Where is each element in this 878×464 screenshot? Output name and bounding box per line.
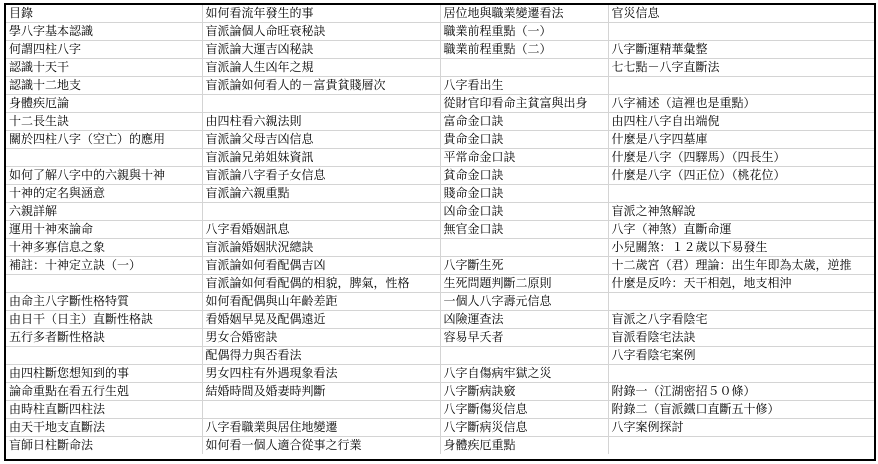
table-cell[interactable]: 八字斷運精華彙整 bbox=[608, 41, 874, 59]
table-cell[interactable]: 五行多者斷性格訣 bbox=[6, 329, 202, 347]
table-cell[interactable]: 八字補述（這裡也是重點） bbox=[608, 95, 874, 113]
table-cell[interactable]: 身體疾厄論 bbox=[6, 95, 202, 113]
table-row bbox=[6, 23, 874, 41]
table-cell[interactable]: 小兒關煞：１２歲以下易發生 bbox=[608, 239, 874, 257]
table-row bbox=[6, 293, 874, 311]
table-row bbox=[6, 95, 874, 113]
table-cell[interactable]: 如何了解八字中的六親與十神 bbox=[6, 167, 202, 185]
table-row bbox=[6, 383, 874, 401]
table-cell[interactable] bbox=[608, 437, 874, 455]
table-cell[interactable]: 八字看職業與居住地變遷 bbox=[202, 419, 440, 437]
table-cell[interactable]: 關於四柱八字（空亡）的應用 bbox=[6, 131, 202, 149]
table-cell[interactable]: 八字（神煞）直斷命運 bbox=[608, 221, 874, 239]
table-cell[interactable]: 居位地與職業變遷看法 bbox=[440, 5, 608, 23]
table-cell[interactable]: 容易早夭者 bbox=[440, 329, 608, 347]
table-row bbox=[6, 185, 874, 203]
table-cell[interactable]: 由日干（日主）直斷性格訣 bbox=[6, 311, 202, 329]
table-cell[interactable]: 學八字基本認識 bbox=[6, 23, 202, 41]
table-cell[interactable]: 配偶得力與否看法 bbox=[202, 347, 440, 365]
table-cell[interactable]: 七七點－八字直斷法 bbox=[608, 59, 874, 77]
table-cell[interactable]: 由四柱八字自出端倪 bbox=[608, 113, 874, 131]
table-row bbox=[6, 113, 874, 131]
table-cell[interactable]: 八字斷傷災信息 bbox=[440, 401, 608, 419]
table-cell[interactable]: 八字斷病訣竅 bbox=[440, 383, 608, 401]
table-row bbox=[6, 59, 874, 77]
table-row bbox=[6, 347, 874, 365]
table-cell[interactable]: 補註：十神定立訣（一） bbox=[6, 257, 202, 275]
table-cell[interactable]: 盲派論人生凶年之規 bbox=[202, 59, 440, 77]
table-cell[interactable]: 十神多寡信息之象 bbox=[6, 239, 202, 257]
table-row bbox=[6, 437, 874, 455]
table-cell[interactable]: 男女四柱有外遇現象看法 bbox=[202, 365, 440, 383]
table-cell[interactable] bbox=[202, 401, 440, 419]
table-row bbox=[6, 239, 874, 257]
table-row bbox=[6, 401, 874, 419]
table-row bbox=[6, 77, 874, 95]
table-cell[interactable] bbox=[440, 347, 608, 365]
table-cell[interactable]: 如何看配偶與山年齡差距 bbox=[202, 293, 440, 311]
table-cell[interactable]: 官災信息 bbox=[608, 5, 874, 23]
table-cell[interactable]: 什麼是八字四墓庫 bbox=[608, 131, 874, 149]
table-cell[interactable]: 運用十神來論命 bbox=[6, 221, 202, 239]
table-cell[interactable]: 六親詳解 bbox=[6, 203, 202, 221]
table-cell[interactable]: 盲派論兄弟姐妹資訊 bbox=[202, 149, 440, 167]
table-cell[interactable]: 什麼是八字（四驛馬）（四長生） bbox=[608, 149, 874, 167]
table-cell[interactable]: 富命金口訣 bbox=[440, 113, 608, 131]
table-cell[interactable]: 看婚姻早晃及配偶遠近 bbox=[202, 311, 440, 329]
table-row bbox=[6, 203, 874, 221]
table-cell[interactable]: 認識十天干 bbox=[6, 59, 202, 77]
table-cell[interactable] bbox=[202, 203, 440, 221]
table-cell[interactable]: 十神的定名與涵意 bbox=[6, 185, 202, 203]
table-cell[interactable]: 如何看流年發生的事 bbox=[202, 5, 440, 23]
table-cell[interactable]: 盲派之神煞解說 bbox=[608, 203, 874, 221]
table-cell[interactable]: 八字看婚姻訊息 bbox=[202, 221, 440, 239]
index-table-body bbox=[6, 5, 874, 454]
table-cell[interactable]: 由時柱直斷四柱法 bbox=[6, 401, 202, 419]
table-cell[interactable]: 盲派論如何看配偶的相貌，脾氣，性格 bbox=[202, 275, 440, 293]
table-cell[interactable]: 盲派論如何看人的－富貴貧賤層次 bbox=[202, 77, 440, 95]
table-cell[interactable]: 一個人八字壽元信息 bbox=[440, 293, 608, 311]
table-row bbox=[6, 167, 874, 185]
table-cell[interactable]: 盲師日柱斷命法 bbox=[6, 437, 202, 455]
table-cell[interactable]: 論命重點在看五行生剋 bbox=[6, 383, 202, 401]
table-cell[interactable]: 八字看出生 bbox=[440, 77, 608, 95]
table-cell[interactable]: 盲派看陰宅法訣 bbox=[608, 329, 874, 347]
table-cell[interactable]: 盲派論如何看配偶吉凶 bbox=[202, 257, 440, 275]
table-cell[interactable]: 十二歲宮（君）理論：出生年即為太歲，逆推 bbox=[608, 257, 874, 275]
table-cell[interactable]: 什麼是八字（四正位）（桃花位） bbox=[608, 167, 874, 185]
table-cell[interactable]: 什麼是反吟：天干相剋，地支相沖 bbox=[608, 275, 874, 293]
table-row bbox=[6, 365, 874, 383]
table-cell[interactable]: 男女合婚密訣 bbox=[202, 329, 440, 347]
table-cell[interactable] bbox=[6, 275, 202, 293]
table-row bbox=[6, 221, 874, 239]
table-cell[interactable] bbox=[608, 185, 874, 203]
table-cell[interactable]: 目錄 bbox=[6, 5, 202, 23]
table-row bbox=[6, 419, 874, 437]
table-cell[interactable] bbox=[608, 365, 874, 383]
table-cell[interactable]: 八字斷病災信息 bbox=[440, 419, 608, 437]
table-cell[interactable]: 結婚時間及婚妻時判斷 bbox=[202, 383, 440, 401]
table-cell[interactable]: 無官金口訣 bbox=[440, 221, 608, 239]
index-sheet bbox=[4, 3, 876, 461]
table-row bbox=[6, 257, 874, 275]
table-cell[interactable] bbox=[440, 239, 608, 257]
table-cell[interactable]: 由四柱看六親法則 bbox=[202, 113, 440, 131]
table-cell[interactable]: 附錄二（盲派鐵口直斷五十修） bbox=[608, 401, 874, 419]
table-cell[interactable]: 凶險運查法 bbox=[440, 311, 608, 329]
table-cell[interactable]: 貧命金口訣 bbox=[440, 167, 608, 185]
table-cell[interactable]: 職業前程重點（一） bbox=[440, 23, 608, 41]
table-cell[interactable]: 從財官印看命主貧富與出身 bbox=[440, 95, 608, 113]
table-cell[interactable]: 平常命金口訣 bbox=[440, 149, 608, 167]
table-row bbox=[6, 329, 874, 347]
table-cell[interactable]: 盲派論八字看子女信息 bbox=[202, 167, 440, 185]
table-cell[interactable]: 盲派論個人命旺衰秘訣 bbox=[202, 23, 440, 41]
table-cell[interactable]: 八字斷生死 bbox=[440, 257, 608, 275]
table-cell[interactable]: 盲派論大運吉凶秘訣 bbox=[202, 41, 440, 59]
table-cell[interactable]: 八字案例探討 bbox=[608, 419, 874, 437]
table-cell[interactable]: 附錄一（江湖密招５０條） bbox=[608, 383, 874, 401]
table-cell[interactable]: 盲派論父母吉凶信息 bbox=[202, 131, 440, 149]
table-cell[interactable] bbox=[6, 149, 202, 167]
table-cell[interactable]: 盲派論六親重點 bbox=[202, 185, 440, 203]
table-cell[interactable]: 如何看一個人適合從事之行業 bbox=[202, 437, 440, 455]
table-row bbox=[6, 149, 874, 167]
table-row bbox=[6, 311, 874, 329]
table-cell[interactable] bbox=[608, 293, 874, 311]
table-cell[interactable]: 由命主八字斷性格特質 bbox=[6, 293, 202, 311]
table-cell[interactable]: 何謂四柱八字 bbox=[6, 41, 202, 59]
table-cell[interactable]: 身體疾厄重點 bbox=[440, 437, 608, 455]
table-cell[interactable]: 八字自傷病牢獄之災 bbox=[440, 365, 608, 383]
table-cell[interactable]: 認識十二地支 bbox=[6, 77, 202, 95]
table-cell[interactable]: 八字看陰宅案例 bbox=[608, 347, 874, 365]
table-row bbox=[6, 275, 874, 293]
table-cell[interactable]: 盲派論婚姻狀況總訣 bbox=[202, 239, 440, 257]
table-cell[interactable]: 十二長生訣 bbox=[6, 113, 202, 131]
index-table bbox=[6, 5, 874, 454]
table-cell[interactable] bbox=[6, 347, 202, 365]
table-cell[interactable] bbox=[202, 95, 440, 113]
table-cell[interactable] bbox=[608, 23, 874, 41]
table-cell[interactable] bbox=[440, 59, 608, 77]
table-cell[interactable]: 賤命金口訣 bbox=[440, 185, 608, 203]
table-row bbox=[6, 131, 874, 149]
table-cell[interactable] bbox=[608, 77, 874, 95]
table-cell[interactable]: 由四柱斷您想知到的事 bbox=[6, 365, 202, 383]
table-cell[interactable]: 職業前程重點（二） bbox=[440, 41, 608, 59]
table-cell[interactable]: 盲派之八字看陰宅 bbox=[608, 311, 874, 329]
table-cell[interactable]: 凶命金口訣 bbox=[440, 203, 608, 221]
table-row bbox=[6, 41, 874, 59]
table-row bbox=[6, 5, 874, 23]
table-cell[interactable]: 生死問題判斷二原則 bbox=[440, 275, 608, 293]
table-cell[interactable]: 由天干地支直斷法 bbox=[6, 419, 202, 437]
table-cell[interactable]: 貴命金口訣 bbox=[440, 131, 608, 149]
